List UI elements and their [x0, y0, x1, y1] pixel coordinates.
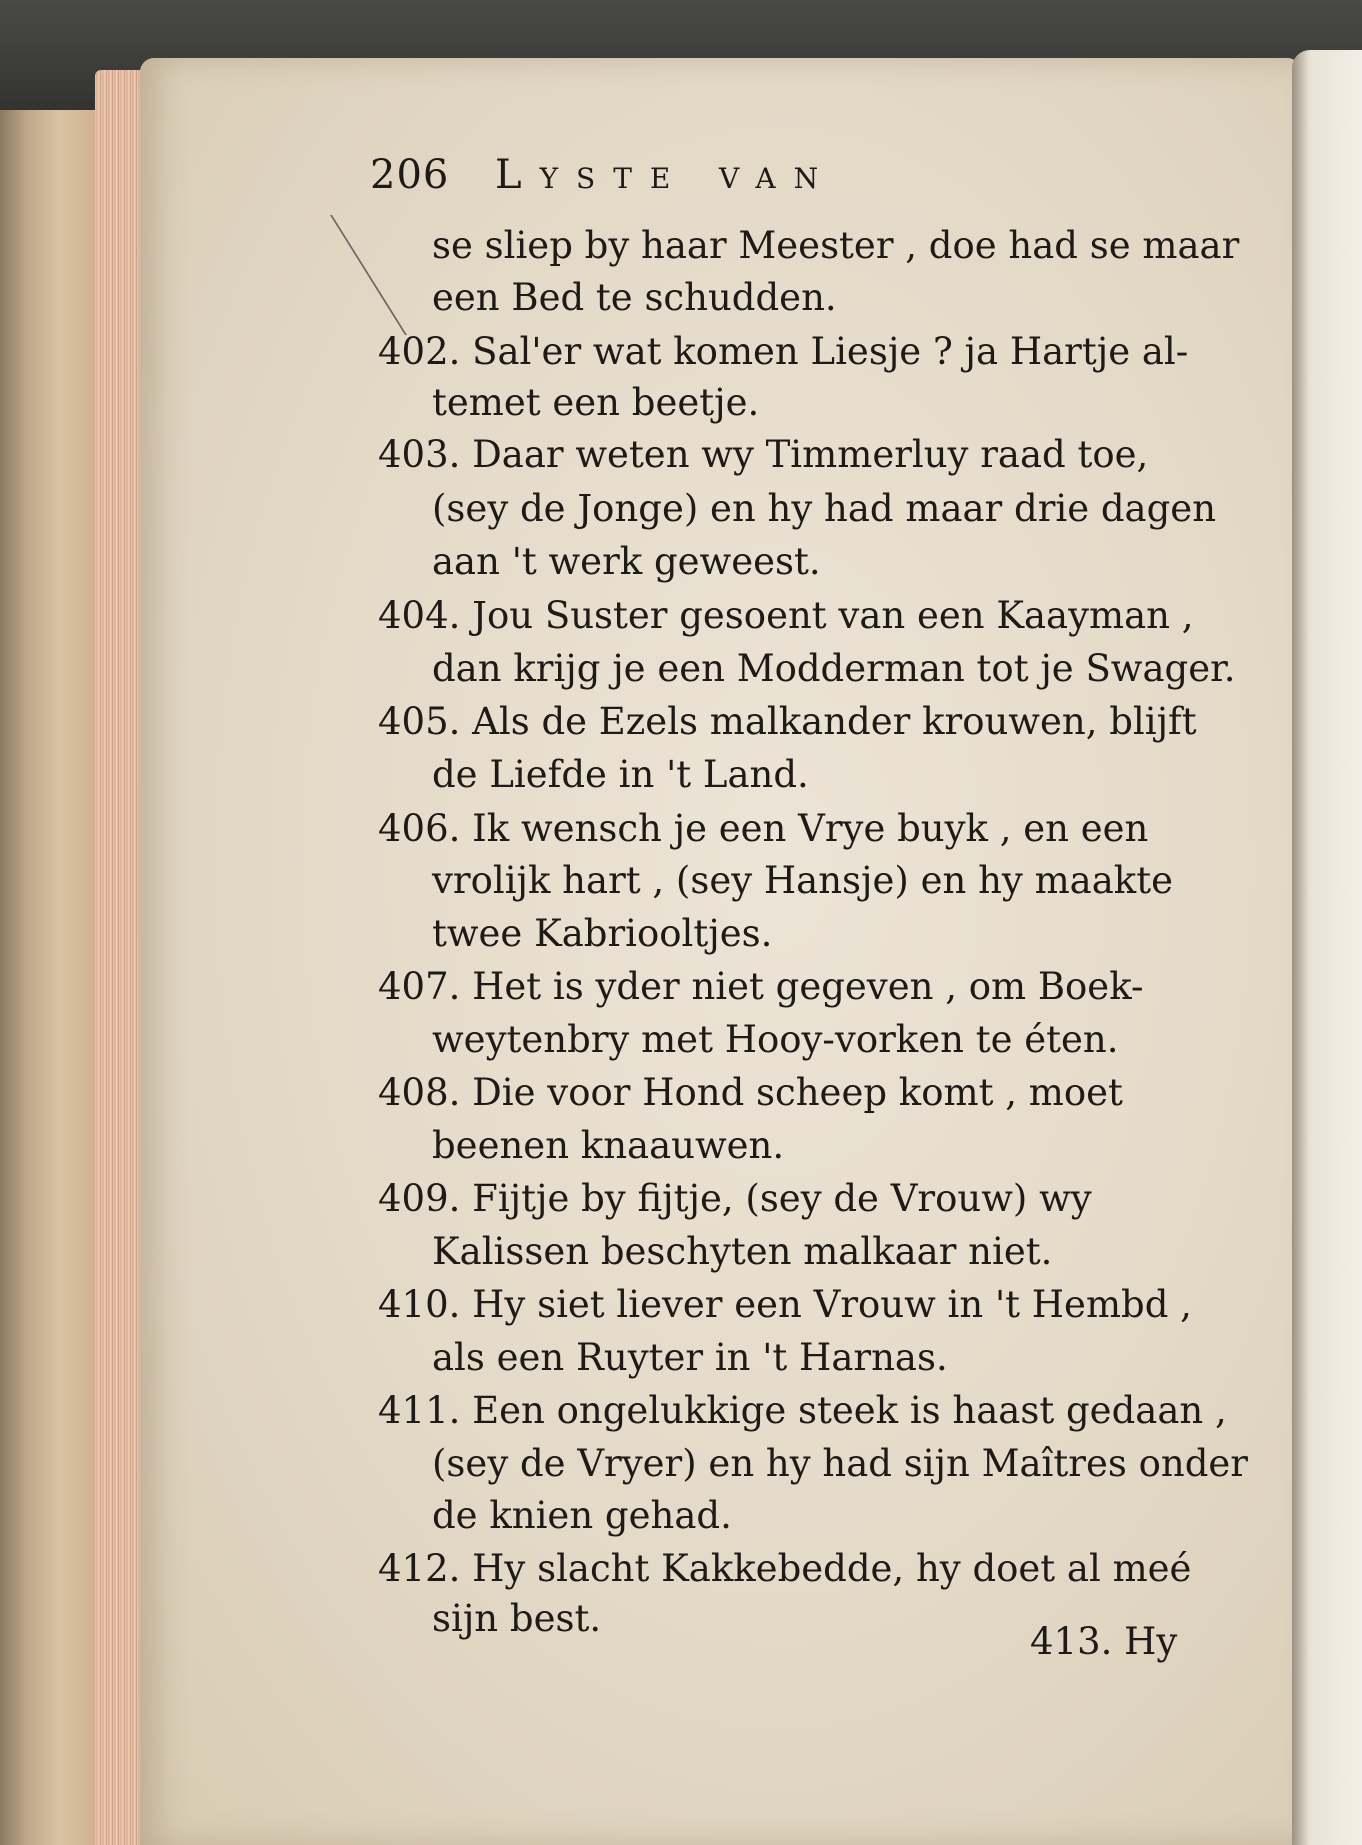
text-line: (sey de Jonge) en hy had maar drie dagen	[432, 487, 1217, 530]
page-number: 206	[370, 152, 450, 198]
text-line: 409. Fijtje by fijtje, (sey de Vrouw) wy	[378, 1177, 1092, 1220]
text-line: als een Ruyter in 't Harnas.	[432, 1336, 948, 1379]
text-line: 402. Sal'er wat komen Liesje ? ja Hartje al-	[378, 330, 1189, 373]
text-line: Kalissen beschyten malkaar niet.	[432, 1230, 1053, 1273]
text-line: 412. Hy slacht Kakkebedde, hy doet al meé	[378, 1547, 1192, 1590]
text-line: beenen knaauwen.	[432, 1124, 785, 1167]
text-line: de knien gehad.	[432, 1494, 732, 1537]
text-line: vrolijk hart , (sey Hansje) en hy maakte	[432, 859, 1173, 902]
text-line: 403. Daar weten wy Timmerluy raad toe,	[378, 433, 1149, 476]
text-line: 410. Hy siet liever een Vrouw in 't Hembd ,	[378, 1283, 1192, 1326]
text-line: weytenbry met Hooy-vorken te éten.	[432, 1018, 1119, 1061]
text-line: dan krijg je een Modderman tot je Swager.	[432, 647, 1236, 690]
catchword: 413. Hy	[1030, 1620, 1178, 1663]
text-line: twee Kabriooltjes.	[432, 912, 773, 955]
page-header	[370, 152, 837, 198]
text-line: se sliep by haar Meester , doe had se maar	[432, 224, 1240, 267]
text-line: sijn best.	[432, 1597, 602, 1640]
text-line: 411. Een ongelukkige steek is haast gedaan ,	[378, 1389, 1227, 1432]
text-line: 406. Ik wensch je een Vrye buyk , en een	[378, 807, 1149, 850]
text-line: 407. Het is yder niet gegeven , om Boek-	[378, 965, 1144, 1008]
text-line: temet een beetje.	[432, 381, 760, 424]
text-line: (sey de Vryer) en hy had sijn Maîtres onder	[432, 1442, 1248, 1485]
text-line: 408. Die voor Hond scheep komt , moet	[378, 1071, 1123, 1114]
text-line: de Liefde in 't Land.	[432, 753, 809, 796]
text-line: 404. Jou Suster gesoent van een Kaayman ,	[378, 594, 1194, 637]
running-title: Lyste van	[495, 152, 837, 198]
text-line: aan 't werk geweest.	[432, 540, 821, 583]
text-line: 405. Als de Ezels malkander krouwen, blijft	[378, 700, 1197, 743]
text-line: een Bed te schudden.	[432, 276, 837, 319]
